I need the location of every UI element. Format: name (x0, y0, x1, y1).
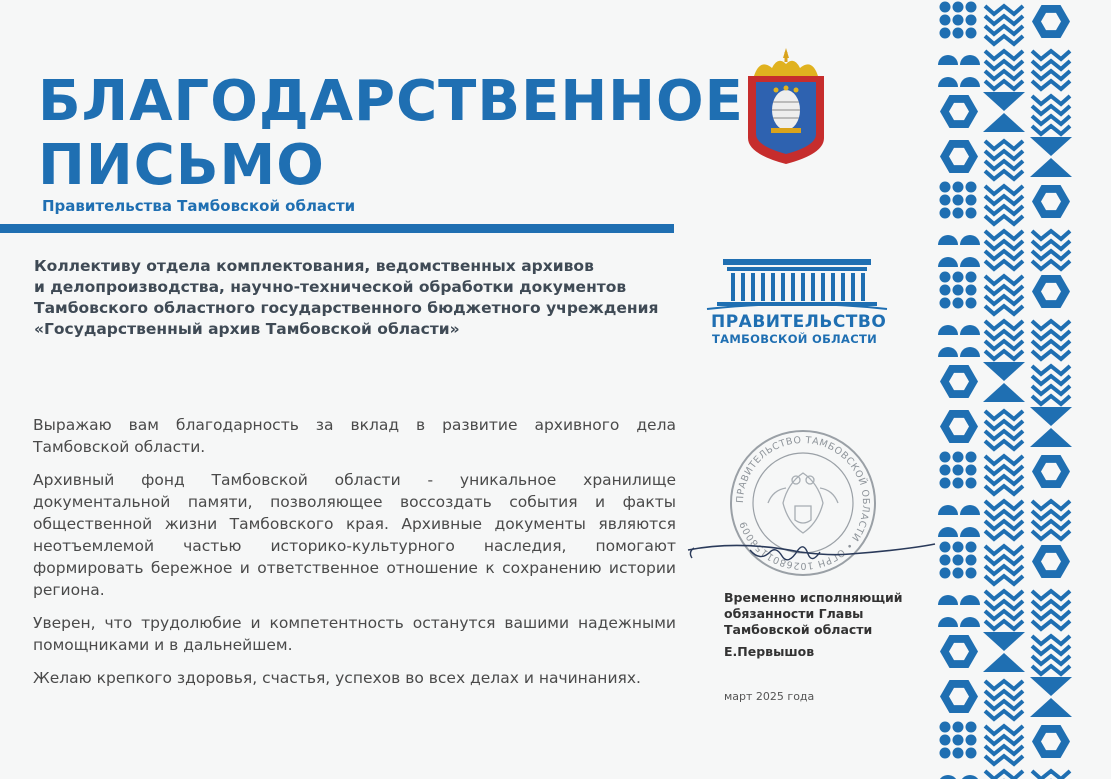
pattern-dot (966, 735, 977, 746)
pattern-triangle (983, 362, 1025, 381)
pattern-dot (940, 28, 951, 39)
pattern-arch (960, 617, 980, 627)
pattern-zigzag (985, 726, 1023, 764)
position-line: Тамбовской области (724, 622, 873, 637)
pattern-arch (938, 235, 958, 245)
pattern-dot (953, 568, 964, 579)
pattern-zigzag (1032, 366, 1070, 404)
decorative-pattern-border (938, 0, 1111, 779)
pattern-dot (940, 15, 951, 26)
pattern-dot (953, 298, 964, 309)
pattern-dot (966, 298, 977, 309)
pattern-triangle (1030, 428, 1072, 447)
pattern-zigzag (1032, 501, 1070, 539)
pattern-dot (940, 452, 951, 463)
recipient-line: «Государственный архив Тамбовской области» (34, 320, 460, 338)
pattern-dot (953, 285, 964, 296)
pattern-dot (966, 452, 977, 463)
pattern-arch (938, 55, 958, 65)
signer-name: Е.Первышов (724, 644, 815, 659)
pattern-zigzag (1032, 771, 1070, 779)
pattern-arch (960, 77, 980, 87)
pattern-zigzag (985, 456, 1023, 494)
pattern-arch (960, 325, 980, 335)
body-paragraph: Желаю крепкого здоровья, счастья, успехов во всех делах и начинаниях. (33, 669, 641, 687)
body-paragraph: Архивный фонд Тамбовской области - уникальное хранилище документальной памяти, позволяющее воссоздать события и факты общественной жизни Тамбовского края. Архивные документы являются неотъемлемой частью историко-культурного наследия, помогают формировать бережное и ответственное отношение к сохранению истории региона. (33, 471, 676, 599)
pattern-dot (966, 555, 977, 566)
pattern-arch (960, 595, 980, 605)
body-paragraph: Выражаю вам благодарность за вклад в развитие архивного дела Тамбовской области. (33, 416, 676, 456)
pattern-dot (953, 555, 964, 566)
pattern-arch (938, 775, 958, 779)
pattern-arch (938, 325, 958, 335)
pattern-zigzag (985, 51, 1023, 89)
letter-body (33, 414, 676, 700)
signer-position (724, 590, 924, 638)
pattern-dot (966, 208, 977, 219)
pattern-zigzag (985, 771, 1023, 779)
pattern-dot (953, 208, 964, 219)
pattern-dot (940, 465, 951, 476)
body-paragraph: Уверен, что трудолюбие и компетентность останутся вашими надежными помощниками и в дальнейшем. (33, 614, 676, 654)
pattern-arch (960, 505, 980, 515)
pattern-dot (953, 478, 964, 489)
pattern-dot (966, 272, 977, 283)
government-logo-name: ПРАВИТЕЛЬСТВО (711, 312, 887, 332)
pattern-zigzag (985, 591, 1023, 629)
pattern-dot (966, 478, 977, 489)
pattern-dot (966, 182, 977, 193)
pattern-triangle (983, 92, 1025, 111)
pattern-zigzag (985, 186, 1023, 224)
pattern-zigzag (985, 276, 1023, 314)
pattern-zigzag (985, 231, 1023, 269)
pattern-dot (966, 195, 977, 206)
pattern-zigzag (1032, 231, 1070, 269)
pattern-zigzag (1032, 636, 1070, 674)
pattern-triangle (983, 653, 1025, 672)
pattern-dot (966, 542, 977, 553)
pattern-zigzag (985, 411, 1023, 449)
pattern-zigzag (1032, 51, 1070, 89)
pattern-dot (940, 298, 951, 309)
pattern-dot (953, 542, 964, 553)
pattern-dot (940, 568, 951, 579)
pattern-dot (940, 748, 951, 759)
pattern-arch (938, 527, 958, 537)
pattern-dot (940, 735, 951, 746)
pattern-dot (953, 722, 964, 733)
header-divider (0, 224, 674, 233)
pattern-dot (953, 15, 964, 26)
pattern-arch (960, 235, 980, 245)
letter-subtitle: Правительства Тамбовской области (42, 197, 356, 215)
pattern-dot (940, 182, 951, 193)
recipient-line: Тамбовского областного государственного бюджетного учреждения (34, 299, 659, 317)
pattern-dot (940, 555, 951, 566)
pattern-arch (938, 595, 958, 605)
pattern-dot (966, 15, 977, 26)
pattern-triangle (1030, 698, 1072, 717)
pattern-dot (940, 272, 951, 283)
recipient-block (34, 256, 674, 340)
coat-of-arms-icon (742, 46, 830, 166)
pattern-dot (940, 2, 951, 13)
title-line-2: ПИСЬМО (38, 133, 325, 198)
pattern-triangle (983, 113, 1025, 132)
seal-text: ПРАВИТЕЛЬСТВО ТАМБОВСКОЙ ОБЛАСТИ • ОГРН 1026801158009 (734, 434, 872, 572)
pattern-zigzag (1032, 591, 1070, 629)
pattern-arch (960, 257, 980, 267)
pattern-dot (953, 182, 964, 193)
pattern-dot (940, 195, 951, 206)
pattern-dot (966, 465, 977, 476)
pattern-dot (953, 748, 964, 759)
pattern-triangle (1030, 407, 1072, 426)
pattern-dot (940, 542, 951, 553)
pattern-zigzag (985, 321, 1023, 359)
pattern-triangle (1030, 137, 1072, 156)
pattern-arch (938, 505, 958, 515)
pattern-triangle (983, 632, 1025, 651)
pattern-zigzag (985, 546, 1023, 584)
government-logo-region: ТАМБОВСКОЙ ОБЛАСТИ (712, 332, 878, 346)
pattern-dot (953, 452, 964, 463)
pattern-dot (953, 195, 964, 206)
pattern-arch (938, 77, 958, 87)
letter-title (38, 70, 744, 198)
pattern-triangle (983, 383, 1025, 402)
pattern-arch (960, 347, 980, 357)
pattern-dot (953, 465, 964, 476)
pattern-dot (953, 735, 964, 746)
position-line: обязанности Главы (724, 606, 864, 621)
position-line: Временно исполняющий (724, 590, 903, 605)
pattern-zigzag (985, 141, 1023, 179)
pattern-zigzag (1032, 96, 1070, 134)
pattern-dot (966, 28, 977, 39)
pattern-triangle (1030, 677, 1072, 696)
pattern-zigzag (1032, 321, 1070, 359)
pattern-dot (940, 285, 951, 296)
pattern-dot (953, 2, 964, 13)
pattern-dot (966, 2, 977, 13)
pattern-dot (940, 722, 951, 733)
pattern-zigzag (985, 6, 1023, 44)
pattern-zigzag (985, 681, 1023, 719)
pattern-dot (966, 748, 977, 759)
pattern-triangle (1030, 158, 1072, 177)
pattern-arch (960, 775, 980, 779)
pattern-arch (938, 347, 958, 357)
pattern-dot (953, 28, 964, 39)
pattern-dot (940, 478, 951, 489)
pattern-arch (960, 527, 980, 537)
pattern-zigzag (985, 501, 1023, 539)
handwritten-signature (680, 530, 940, 590)
pattern-dot (966, 722, 977, 733)
pattern-arch (960, 55, 980, 65)
recipient-line: Коллективу отдела комплектования, ведомственных архивов (34, 257, 594, 275)
pattern-dot (953, 272, 964, 283)
pattern-arch (938, 617, 958, 627)
title-line-1: БЛАГОДАРСТВЕННОЕ (38, 69, 744, 134)
pattern-arch (938, 257, 958, 267)
pattern-dot (966, 568, 977, 579)
pattern-dot (966, 285, 977, 296)
letter-date: март 2025 года (724, 690, 815, 703)
recipient-line: и делопроизводства, научно-технической обработки документов (34, 278, 627, 296)
pattern-dot (940, 208, 951, 219)
